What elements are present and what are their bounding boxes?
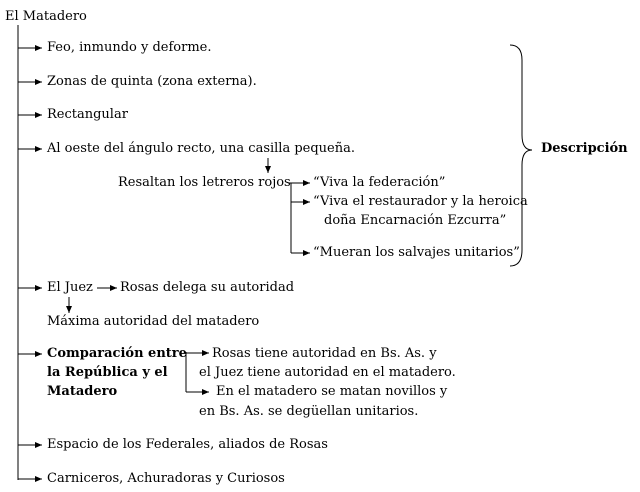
descripcion-brace: [510, 45, 532, 266]
comparacion-detail-2: el Juez tiene autoridad en el matadero.: [199, 365, 456, 380]
letrero-viva-federacion: “Viva la federación”: [313, 175, 446, 190]
letrero-dona-encarnacion: doña Encarnación Ezcurra”: [324, 213, 507, 228]
comparacion-detail-3: En el matadero se matan novillos y: [216, 384, 448, 399]
comparacion-detail-4: en Bs. As. se degüellan unitarios.: [199, 404, 419, 419]
descripcion-label: Descripción: [541, 141, 628, 156]
juez-delega: Rosas delega su autoridad: [120, 280, 295, 295]
item-espacio: Espacio de los Federales, aliados de Rosas: [47, 437, 328, 452]
item-juez: El Juez: [47, 280, 93, 295]
letreros-label: Resaltan los letreros rojos: [118, 175, 291, 190]
item-rectangular: Rectangular: [47, 107, 128, 122]
item-zonas: Zonas de quinta (zona externa).: [47, 74, 257, 89]
title: El Matadero: [5, 9, 87, 24]
item-carniceros: Carniceros, Achuradoras y Curiosos: [47, 471, 285, 486]
juez-maxima: Máxima autoridad del matadero: [47, 314, 260, 329]
comparacion-line-1: Comparación entre: [47, 346, 187, 361]
item-feo: Feo, inmundo y deforme.: [47, 40, 212, 55]
letrero-mueran: “Mueran los salvajes unitarios”: [313, 245, 520, 260]
comparacion-line-2: la República y el: [47, 365, 168, 380]
comparacion-detail-1: Rosas tiene autoridad en Bs. As. y: [212, 346, 437, 361]
letrero-viva-restaurador: “Viva el restaurador y la heroica: [313, 194, 528, 209]
comparacion-line-3: Matadero: [47, 384, 118, 399]
item-oeste: Al oeste del ángulo recto, una casilla pequeña.: [47, 141, 356, 156]
